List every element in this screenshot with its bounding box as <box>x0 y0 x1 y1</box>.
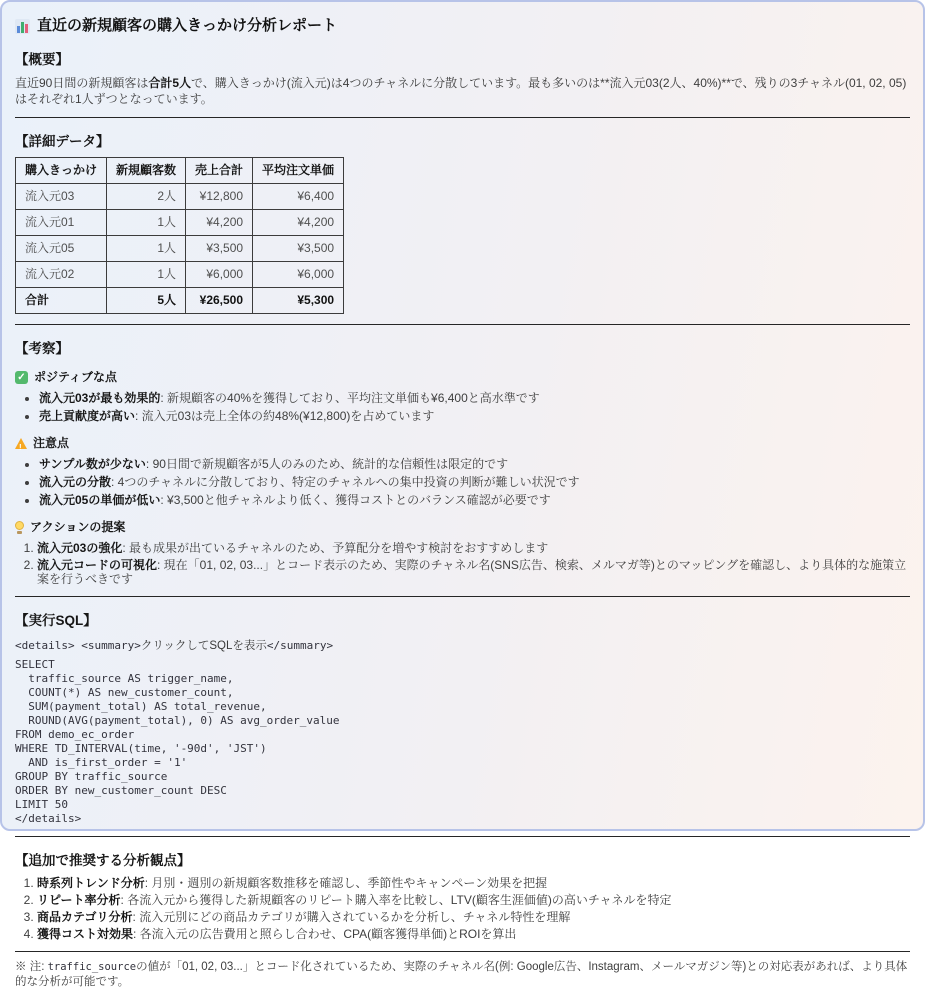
cell-aov: ¥4,200 <box>253 210 344 236</box>
sql-line: GROUP BY traffic_source <box>15 770 168 783</box>
list-item <box>37 876 910 890</box>
cell-trigger: 流入元01 <box>16 210 107 236</box>
section-sql-heading: 【実行SQL】 <box>15 613 97 628</box>
positive-points-list <box>15 391 910 423</box>
positive-points-heading <box>15 370 910 385</box>
list-item <box>37 541 910 555</box>
list-item-desc: : 新規顧客の40%を獲得しており、平均注文単価も¥6,400と高水準です <box>160 391 540 405</box>
check-mark-icon <box>15 371 28 384</box>
footnote-code: traffic_source <box>47 961 137 973</box>
action-proposals-heading <box>15 520 910 535</box>
col-header-new-customers: 新規顧客数 <box>107 158 186 184</box>
list-item-term: 売上貢献度が高い <box>39 409 136 423</box>
summary-close-tag: </summary> <box>266 639 334 652</box>
col-header-aov: 平均注文単価 <box>253 158 344 184</box>
list-item-desc: : 90日間で新規顧客が5人のみのため、統計的な信頼性は限定的です <box>145 457 509 471</box>
table-row <box>16 184 344 210</box>
list-item-term: 流入元の分散 <box>39 475 112 489</box>
sql-line: ROUND(AVG(payment_total), 0) AS avg_order_value <box>15 714 340 727</box>
list-item-desc: : ¥3,500と他チャネルより低く、獲得コストとのバランス確認が必要です <box>160 493 551 507</box>
list-item-desc: : 現在「01, 02, 03...」とコード表示のため、実際のチャネル名(SNS広告、検索、メルマガ等)とのマッピングを確認し、より具体的な施策立案を行うべきです <box>37 558 907 586</box>
list-item-term: 流入元05の単価が低い <box>39 493 161 507</box>
sql-line: FROM demo_ec_order <box>15 728 135 741</box>
recommendations-list <box>15 876 910 941</box>
details-close-tag: </details> <box>15 812 82 825</box>
overview-text: 直近90日間の新規顧客は <box>15 76 149 90</box>
col-header-trigger: 購入きっかけ <box>16 158 107 184</box>
sql-line: ORDER BY new_customer_count DESC <box>15 784 227 797</box>
section-insights-heading: 【考察】 <box>15 341 69 356</box>
report-title-text: 直近の新規顧客の購入きっかけ分析レポート <box>37 17 338 34</box>
action-proposals-list <box>15 541 910 586</box>
detail-data-table <box>15 157 344 314</box>
cell-trigger: 流入元03 <box>16 184 107 210</box>
list-item <box>39 493 910 507</box>
footnote-text: の値が「01, 02, 03...」とコード化されているため、実際のチャネル名(例: Google広告、Instagram、メールマガジン等)との対応表があれば、より具体的な分析が可能です。 <box>15 961 908 988</box>
positive-points-title: ポジティブな点 <box>34 370 118 384</box>
cell-revenue: ¥12,800 <box>186 184 253 210</box>
caution-points-title: 注意点 <box>33 436 70 450</box>
action-proposals-title: アクションの提案 <box>30 520 126 534</box>
list-item-term: サンプル数が少ない <box>39 457 146 471</box>
footnote <box>15 960 910 990</box>
section-detail-heading: 【詳細データ】 <box>15 134 110 149</box>
list-item-desc: : 4つのチャネルに分散しており、特定のチャネルへの集中投資の判断が難しい状況です <box>111 475 580 489</box>
section-divider <box>15 951 910 952</box>
cell-total-revenue: ¥26,500 <box>186 288 253 314</box>
list-item-desc: : 各流入元から獲得した新規顧客のリピート購入率を比較し、LTV(顧客生涯価値)の高いチャネルを特定 <box>120 893 672 907</box>
cell-revenue: ¥6,000 <box>186 262 253 288</box>
overview-text-rest: で、購入きっかけ(流入元)は4つのチャネルに分散しています。最も多いのは**流入元03(2人、40%)**で、残りの3チャネル(01, 02, 05)はそれぞれ1人ずつとなっています。 <box>15 76 907 106</box>
cell-count: 1人 <box>107 210 186 236</box>
details-summary-label: クリックしてSQLを表示 <box>140 640 267 652</box>
cell-count: 1人 <box>107 236 186 262</box>
cell-revenue: ¥3,500 <box>186 236 253 262</box>
section-divider <box>15 596 910 597</box>
list-item-term: 商品カテゴリ分析 <box>37 910 133 924</box>
cell-aov: ¥6,000 <box>253 262 344 288</box>
sql-line: WHERE TD_INTERVAL(time, '-90d', 'JST') <box>15 742 267 755</box>
list-item <box>37 558 910 586</box>
list-item-desc: : 月別・週別の新規顧客数推移を確認し、季節性やキャンペーン効果を把握 <box>144 876 548 890</box>
list-item-term: 流入元03の強化 <box>37 541 123 555</box>
section-recommendations-heading: 【追加で推奨する分析観点】 <box>15 853 191 868</box>
table-row <box>16 210 344 236</box>
caution-points-heading <box>15 436 910 451</box>
list-item-desc: : 最も成果が出ているチャネルのため、予算配分を増やす検討をおすすめします <box>122 541 549 555</box>
section-divider <box>15 836 910 837</box>
list-item-desc: : 流入元03は売上全体の約48%(¥12,800)を占めています <box>135 409 435 423</box>
cell-total-count: 5人 <box>107 288 186 314</box>
sql-line: COUNT(*) AS new_customer_count, <box>15 686 234 699</box>
sql-line: LIMIT 50 <box>15 798 68 811</box>
cell-total-aov: ¥5,300 <box>253 288 344 314</box>
list-item-term: 流入元コードの可視化 <box>37 558 158 572</box>
cell-count: 2人 <box>107 184 186 210</box>
table-row <box>16 262 344 288</box>
caution-points-list <box>15 457 910 507</box>
cell-count: 1人 <box>107 262 186 288</box>
sql-line: SUM(payment_total) AS total_revenue, <box>15 700 267 713</box>
report-title <box>15 16 910 36</box>
table-header-row <box>16 158 344 184</box>
list-item-desc: : 各流入元の広告費用と照らし合わせ、CPA(顧客獲得単価)とROIを算出 <box>133 927 517 941</box>
list-item <box>37 910 910 924</box>
list-item-term: 流入元03が最も効果的 <box>39 391 161 405</box>
sql-code-block <box>15 658 910 826</box>
cell-trigger: 流入元05 <box>16 236 107 262</box>
section-divider <box>15 117 910 118</box>
list-item <box>39 391 910 405</box>
section-divider <box>15 324 910 325</box>
details-open-tag: <details> <summary> <box>15 639 141 652</box>
overview-bold-total: 合計5人 <box>148 76 192 90</box>
table-total-row <box>16 288 344 314</box>
list-item <box>37 893 910 907</box>
list-item <box>39 475 910 489</box>
cell-aov: ¥3,500 <box>253 236 344 262</box>
list-item-term: 時系列トレンド分析 <box>37 876 145 890</box>
list-item-term: リピート率分析 <box>37 893 121 907</box>
sql-line: AND is_first_order = '1' <box>15 756 188 769</box>
cell-total-label: 合計 <box>16 288 107 314</box>
bar-chart-icon <box>15 19 30 34</box>
list-item <box>39 457 910 471</box>
cell-aov: ¥6,400 <box>253 184 344 210</box>
list-item-term: 獲得コスト対効果 <box>37 927 134 941</box>
warning-icon <box>15 438 27 449</box>
sql-details-summary-line <box>15 637 910 653</box>
footnote-prefix: ※ 注: <box>15 961 48 973</box>
table-row <box>16 236 344 262</box>
list-item <box>39 409 910 423</box>
cell-trigger: 流入元02 <box>16 262 107 288</box>
sql-line: SELECT <box>15 658 55 671</box>
section-overview-heading: 【概要】 <box>15 52 69 67</box>
lightbulb-icon <box>15 521 24 534</box>
list-item-desc: : 流入元別にどの商品カテゴリが購入されているかを分析し、チャネル特性を理解 <box>132 910 571 924</box>
sql-line: traffic_source AS trigger_name, <box>15 672 234 685</box>
overview-paragraph <box>15 75 910 107</box>
list-item <box>37 927 910 941</box>
cell-revenue: ¥4,200 <box>186 210 253 236</box>
col-header-revenue: 売上合計 <box>186 158 253 184</box>
